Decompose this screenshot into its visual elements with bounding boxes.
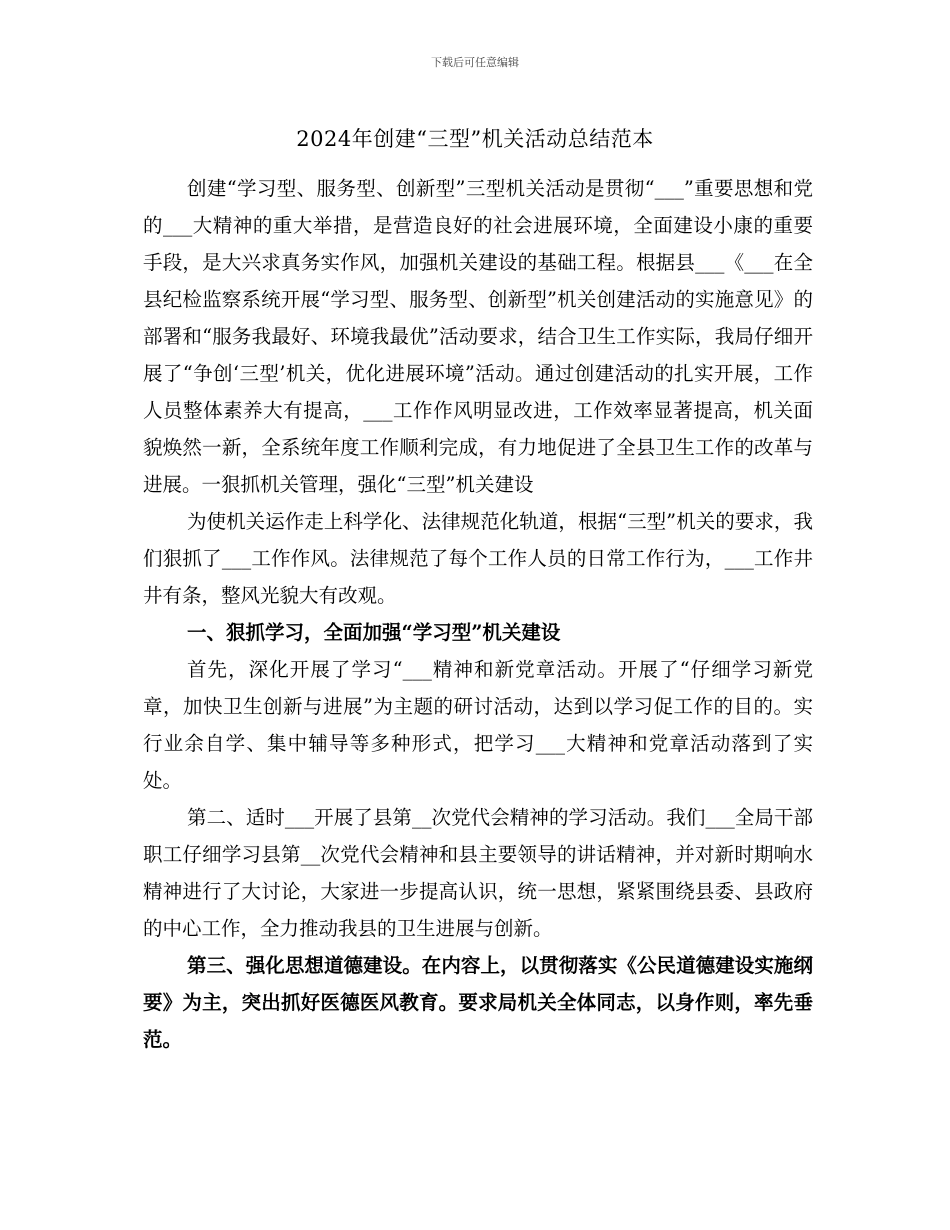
paragraph-second: 第二、适时___开展了县第__次党代会精神的学习活动。我们___全局干部职工仔细学习县第__次党代会精神和县主要领导的讲话精神，并对新时期响水精神进行了大讨论，大家进一步提高认识，统一思想，紧紧围绕县委、县政府的中心工作，全力推动我县的卫生进展与创新。 xyxy=(143,806,813,940)
document-title: 2024年创建“三型”机关活动总结范本 xyxy=(296,127,654,151)
paragraph-first: 首先，深化开展了学习“___精神和新党章活动。开展了“仔细学习新党章，加快卫生创新与进展”为主题的研讨活动，达到以学习促工作的目的。实行业余自学、集中辅导等多种形式，把学习___大精神和党章活动落到了实处。 xyxy=(143,658,813,792)
paragraph-intro: 创建“学习型、服务型、创新型”三型机关活动是贯彻“___”重要思想和党的___大精神的重大举措，是营造良好的社会进展环境，全面建设小康的重要手段，是大兴求真务实作风，加强机关建设的基础工程。根据县___《___在全县纪检监察系统开展“学习型、服务型、创新型”机关创建活动的实施意见》的部署和“服务我最好、环境我最优”活动要求，结合卫生工作实际，我局仔细开展了“争创‘三型’机关，优化进展环境”活动。通过创建活动的扎实开展，工作人员整体素养大有提高，___工作作风明显改进，工作效率显著提高，机关面貌焕然一新，全系统年度工作顺利完成，有力地促进了全县卫生工作的改革与进展。一狠抓机关管理，强化“三型”机关建设 xyxy=(143,177,813,496)
document-body xyxy=(143,170,813,1058)
paragraph-management: 为使机关运作走上科学化、法律规范化轨道，根据“三型”机关的要求，我们狠抓了___工作作风。法律规范了每个工作人员的日常工作行为，___工作井井有条，整风光貌大有改观。 xyxy=(143,510,813,607)
paragraph-third: 第三、强化思想道德建设。在内容上，以贯彻落实《公民道德建设实施纲要》为主，突出抓好医德医风教育。要求局机关全体同志，以身作则，率先垂范。 xyxy=(143,954,813,1051)
page-header-note: 下载后可任意编辑 xyxy=(431,56,519,69)
section-heading-study: 一、狠抓学习，全面加强“学习型”机关建设 xyxy=(187,621,561,644)
